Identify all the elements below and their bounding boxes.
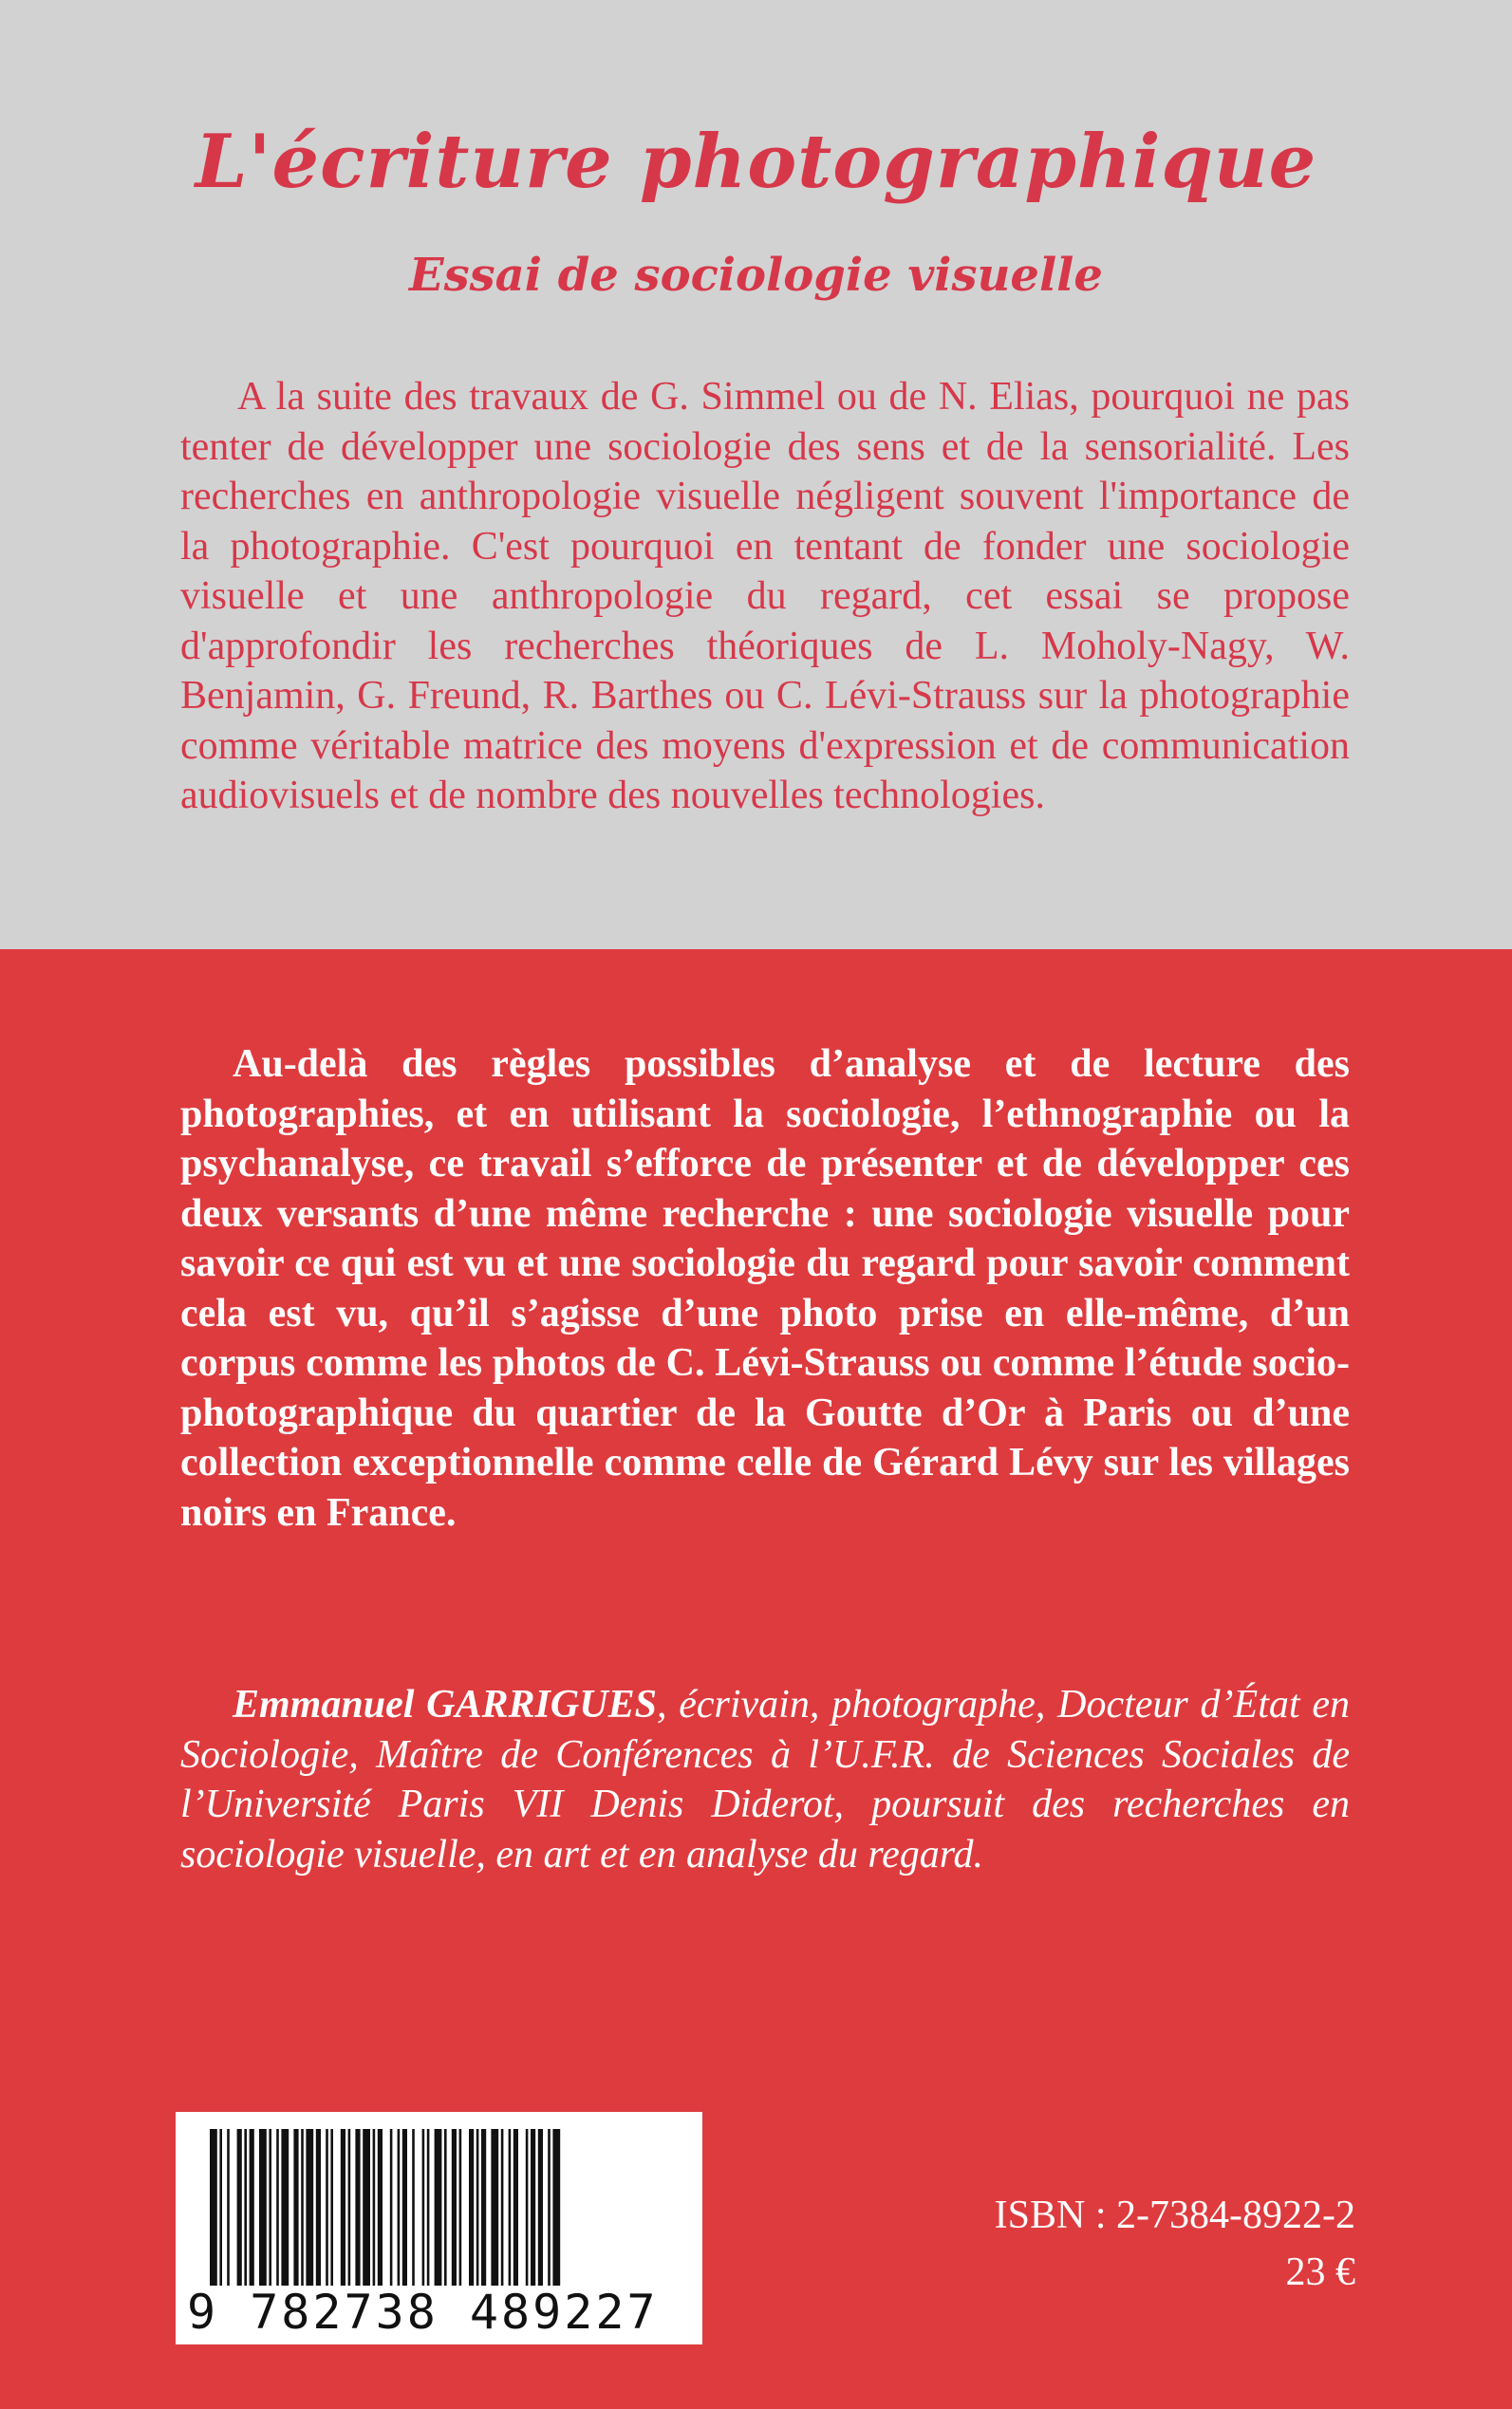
barcode-bar (281, 2129, 289, 2286)
barcode-number: 9 782738 489227 (187, 2285, 659, 2340)
barcode-bar (301, 2129, 304, 2286)
barcode-bar (552, 2129, 560, 2286)
barcode-bar (509, 2129, 512, 2286)
barcode-bar (259, 2129, 267, 2286)
barcode-bar (548, 2129, 551, 2286)
barcode-bar (293, 2129, 298, 2286)
barcode-bar (378, 2129, 383, 2286)
barcode-bar (531, 2129, 535, 2286)
price-label: 23 € (1285, 2250, 1355, 2294)
barcode-bar (526, 2129, 529, 2286)
barcode (176, 2112, 702, 2344)
author-name: Emmanuel GARRIGUES (233, 1683, 657, 1727)
barcode-bar (276, 2129, 279, 2286)
barcode-bar (491, 2129, 498, 2286)
barcode-bar (444, 2129, 447, 2286)
barcode-bar (363, 2129, 370, 2286)
barcode-bar (422, 2129, 425, 2286)
barcode-bar (244, 2129, 247, 2286)
isbn-label: ISBN : 2-7384-8922-2 (994, 2194, 1355, 2237)
barcode-bar (476, 2129, 479, 2286)
author-description: , écrivain, photographe, Docteur d’État en Sociologie, Maître de Conférences à l’U.F.R. de Sciences Sociales de l’Université Paris VII Denis Diderot, poursuit des recherches en sociologie visuelle, en art et en analyse du regard. (180, 1683, 1350, 1877)
barcode-bar (237, 2129, 242, 2286)
barcode-bar (306, 2129, 313, 2286)
barcode-bar (398, 2129, 401, 2286)
summary-paragraph: Au-delà des règles possibles d’analyse et de lecture des photographies, et en utilisant la sociologie, l’ethnographie ou la psychanalyse, ce travail s’efforce de présenter et de développer ces deux versants d’une même recherche : une sociologie visuelle pour savoir ce qui est vu et une sociologie du regard pour savoir comment cela est vu, qu’il s’agisse d’une photo prise en elle-même, d’un corpus comme les photos de C. Lévi-Strauss ou comme l’étude socio-photographique du quartier de la Goutte d’Or à Paris ou d’une collection exceptionnelle comme celle de Gérard Lévy sur les villages noirs en France. (180, 1042, 1350, 1535)
book-title: L'écriture photographique (195, 119, 1317, 205)
intro-blurb: A la suite des travaux de G. Simmel ou de N. Elias, pourquoi ne pas tenter de développer une sociologie des sens et de la sensorialité. Les recherches en anthropologie visuelle négligent souvent l'importance de la photographie. C'est pourquoi en tentant de fonder une sociologie visuelle et une anthropologie du regard, cet essai se propose d'approfondir les recherches théoriques de L. Moholy-Nagy, W. Benjamin, G. Freund, R. Barthes ou C. Lévi-Strauss sur la photographie comme véritable matrice des moyens d'expression et de communication audiovisuels et de nombre des nouvelles technologies. (180, 375, 1350, 817)
barcode-bar (250, 2129, 254, 2286)
barcode-bar (390, 2129, 393, 2286)
barcode-bar (355, 2129, 360, 2286)
barcode-bar (501, 2129, 504, 2286)
barcode-bar (269, 2129, 271, 2286)
barcode-bar (373, 2129, 376, 2286)
barcode-bar (481, 2129, 486, 2286)
barcode-bar (326, 2129, 328, 2286)
barcode-bar (513, 2129, 518, 2286)
barcode-bar (538, 2129, 543, 2286)
barcode-bar (330, 2129, 333, 2286)
barcode-bar (469, 2129, 474, 2286)
barcode-bar (452, 2129, 457, 2286)
barcode-bar (227, 2129, 230, 2286)
barcode-bar (427, 2129, 430, 2286)
book-subtitle: Essai de sociologie visuelle (409, 249, 1103, 302)
barcode-bar (341, 2129, 345, 2286)
barcode-bar (412, 2129, 415, 2286)
barcode-bar (402, 2129, 407, 2286)
barcode-bar (316, 2129, 321, 2286)
barcode-bar (219, 2129, 222, 2286)
barcode-bar (435, 2129, 442, 2286)
barcode-bar (348, 2129, 351, 2286)
author-bio (180, 1680, 1350, 1879)
barcode-bar (459, 2129, 462, 2286)
barcode-bar (210, 2129, 217, 2286)
